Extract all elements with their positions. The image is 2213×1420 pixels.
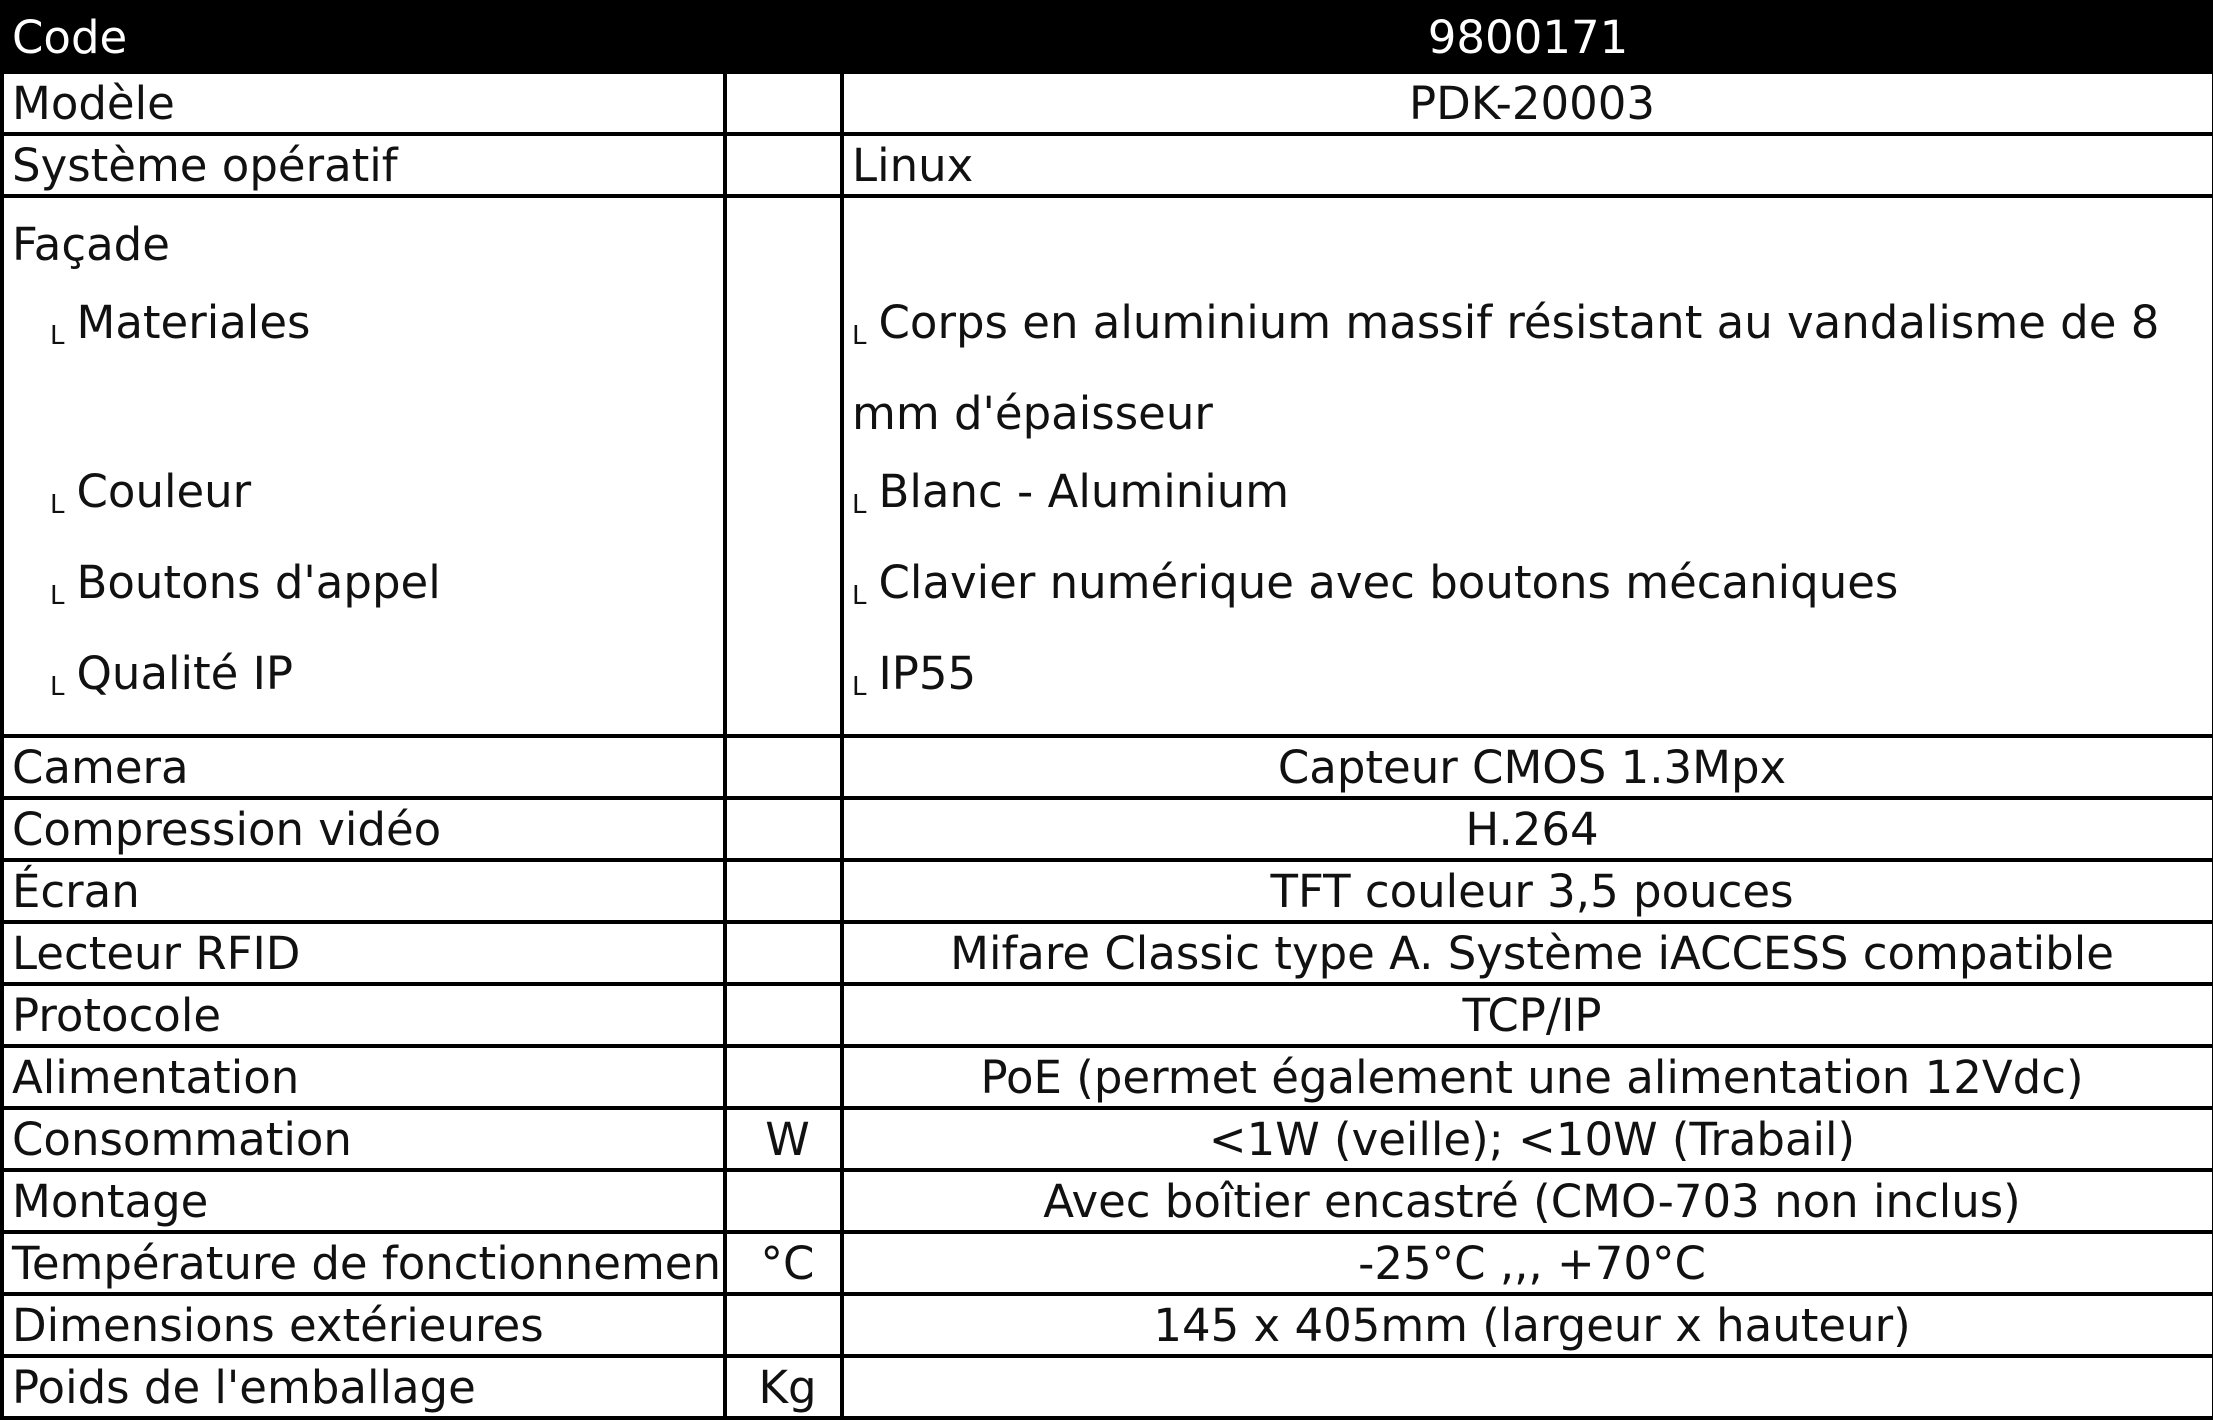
- row-value: TCP/IP: [842, 984, 2213, 1046]
- row-unit: [725, 196, 842, 736]
- table-row: [2, 1108, 2213, 1170]
- table-row: [2, 1356, 2213, 1418]
- row-label: Montage: [2, 1170, 725, 1232]
- row-label: Consommation: [2, 1108, 725, 1170]
- row-value: Mifare Classic type A. Système iACCESS compatible: [842, 922, 2213, 984]
- row-label: Température de fonctionnemen: [2, 1232, 725, 1294]
- facade-sub-value: L Corps en aluminium massif résistant au vandalisme de 8: [852, 296, 2160, 351]
- row-unit: [725, 72, 842, 134]
- row-unit: [725, 860, 842, 922]
- header-label: Code: [2, 2, 842, 72]
- row-label: Système opératif: [2, 134, 725, 196]
- facade-sub-label: L Qualité IP: [50, 647, 294, 702]
- l-marker-icon: L: [852, 672, 867, 702]
- facade-title: Façade: [12, 218, 170, 271]
- table-row: [2, 1170, 2213, 1232]
- facade-labels: [2, 196, 725, 736]
- l-marker-icon: L: [50, 581, 65, 611]
- row-unit: [725, 134, 842, 196]
- row-unit: [725, 922, 842, 984]
- header-value: 9800171: [842, 2, 2213, 72]
- row-label: Camera: [2, 736, 725, 798]
- row-unit: Kg: [725, 1356, 842, 1418]
- row-label: Poids de l'emballage: [2, 1356, 725, 1418]
- table-row: [2, 736, 2213, 798]
- row-value: TFT couleur 3,5 pouces: [842, 860, 2213, 922]
- table-row-systeme: [2, 134, 2213, 196]
- row-value: [842, 1356, 2213, 1418]
- row-unit: [725, 798, 842, 860]
- row-label: Protocole: [2, 984, 725, 1046]
- facade-sub-value: L Blanc - Aluminium: [852, 465, 1290, 520]
- l-marker-icon: L: [852, 321, 867, 351]
- row-unit: °C: [725, 1232, 842, 1294]
- facade-values: [842, 196, 2213, 736]
- row-value: Avec boîtier encastré (CMO-703 non inclus): [842, 1170, 2213, 1232]
- row-unit: W: [725, 1108, 842, 1170]
- facade-sub-label: L Couleur: [50, 465, 252, 520]
- l-marker-icon: L: [50, 321, 65, 351]
- row-label: Lecteur RFID: [2, 922, 725, 984]
- table-row: [2, 1232, 2213, 1294]
- l-marker-icon: L: [852, 490, 867, 520]
- row-value: Linux: [842, 134, 2213, 196]
- row-value: PDK-20003: [842, 72, 2213, 134]
- row-value: H.264: [842, 798, 2213, 860]
- table-row: [2, 860, 2213, 922]
- row-value: Capteur CMOS 1.3Mpx: [842, 736, 2213, 798]
- row-label: Compression vidéo: [2, 798, 725, 860]
- table-row: [2, 1294, 2213, 1356]
- row-value: 145 x 405mm (largeur x hauteur): [842, 1294, 2213, 1356]
- row-value: -25°C ,,, +70°C: [842, 1232, 2213, 1294]
- l-marker-icon: L: [50, 490, 65, 520]
- row-unit: [725, 1294, 842, 1356]
- row-label: Alimentation: [2, 1046, 725, 1108]
- row-label: Écran: [2, 860, 725, 922]
- row-unit: [725, 736, 842, 798]
- facade-sub-value: L Clavier numérique avec boutons mécaniques: [852, 556, 1899, 611]
- table-row: [2, 922, 2213, 984]
- row-unit: [725, 1046, 842, 1108]
- l-marker-icon: L: [50, 672, 65, 702]
- table-row: [2, 798, 2213, 860]
- table-header-row: [2, 2, 2213, 72]
- table-row-modele: [2, 72, 2213, 134]
- row-label: Dimensions extérieures: [2, 1294, 725, 1356]
- table-row: [2, 1046, 2213, 1108]
- row-value: <1W (veille); <10W (Trabail): [842, 1108, 2213, 1170]
- facade-sub-label: L Boutons d'appel: [50, 556, 441, 611]
- facade-sub-value: L IP55: [852, 647, 977, 702]
- facade-sub-label: L Materiales: [50, 296, 311, 351]
- l-marker-icon: L: [852, 581, 867, 611]
- row-value: PoE (permet également une alimentation 12Vdc): [842, 1046, 2213, 1108]
- table-row: [2, 984, 2213, 1046]
- row-label: Modèle: [2, 72, 725, 134]
- table-row-facade: [2, 196, 2213, 736]
- row-unit: [725, 1170, 842, 1232]
- row-unit: [725, 984, 842, 1046]
- facade-sub-value-cont: mm d'épaisseur: [852, 387, 1213, 440]
